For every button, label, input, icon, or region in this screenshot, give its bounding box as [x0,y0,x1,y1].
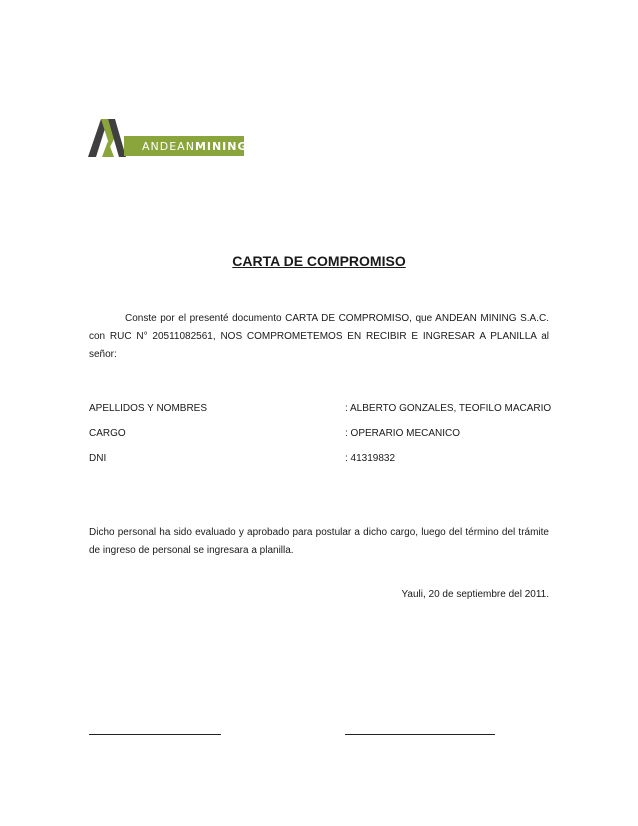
signature-line-left [89,734,221,735]
field-label-cargo: CARGO [89,428,126,439]
logo-band [124,136,248,156]
field-value-name: : ALBERTO GONZALES, TEOFILO MACARIO [345,403,552,414]
logo-wordmark: ANDEANMINING [142,139,248,153]
body-paragraph: Dicho personal ha sido evaluado y aprobado para postular a dicho cargo, luego del término del trámite de ingreso de personal se ingresara a planilla. [89,527,549,556]
field-value-cargo: : OPERARIO MECANICO [345,428,461,439]
place-date: Yauli, 20 de septiembre del 2011. [401,589,549,600]
field-label-name: APELLIDOS Y NOMBRES [89,403,208,414]
signature-line-right [345,734,495,735]
andean-mining-logo [88,117,248,159]
intro-paragraph [89,310,549,364]
field-label-dni: DNI [89,453,107,464]
logo-mark-icon [88,117,128,159]
intro-text: Conste por el presenté documento CARTA DE COMPROMISO, que ANDEAN MINING S.A.C. con RUC N° 20511082561, NOS COMPROMETEMOS EN RECIBIR E INGRESAR A PLANILLA al señor: [89,313,549,360]
field-value-dni: : 41319832 [345,453,396,464]
document-title: CARTA DE COMPROMISO [232,253,406,269]
